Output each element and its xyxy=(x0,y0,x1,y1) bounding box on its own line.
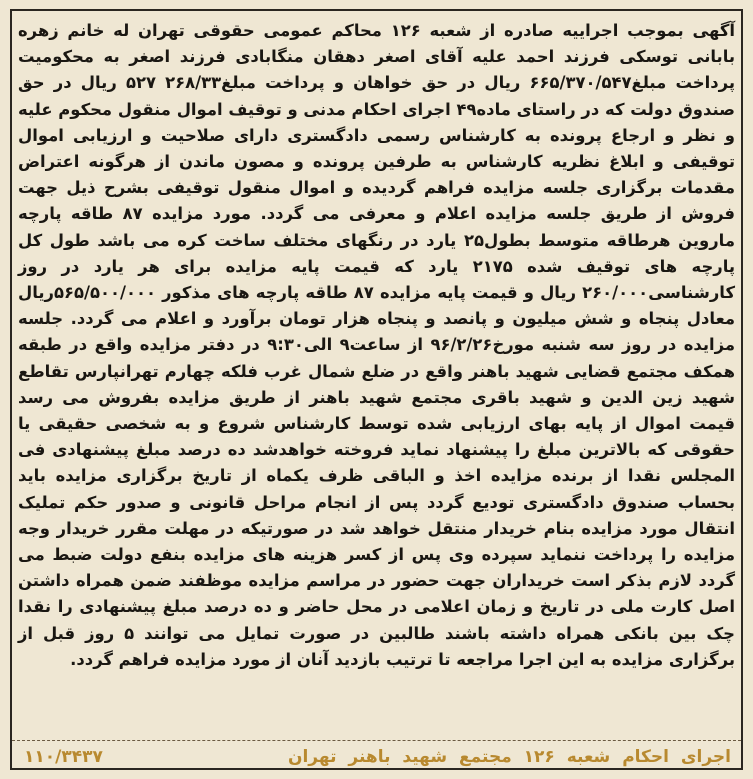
notice-body xyxy=(18,18,735,673)
footer-divider xyxy=(12,740,741,741)
notice-footer xyxy=(24,744,731,770)
issuer-line: اجرای احکام شعبه ۱۲۶ مجتمع شهید باهنر تهران xyxy=(287,747,731,767)
notice-paragraph: آگهی بموجب اجراییه صادره از شعبه ۱۲۶ محاکم عمومی حقوقی تهران له خانم زهره بابانی توسکی فرزند احمد علیه آقای اصغر دهقان منگابادی فرزند اصغر به محکومیت پرداخت مبلغ۶۶۵/۳۷۰/۵۴۷ ریال در حق خواهان و پرداخت مبلغ۲۶۸/۳۳ ۵۲۷ ریال در حق صندوق دولت که در راستای ماده۴۹ اجرای احکام مدنی و توقیف اموال منقول محکوم علیه و نظر و ارجاع پرونده به کارشناس رسمی دادگستری دارای صلاحیت و ارزیابی اموال توقیفی و ابلاغ نظریه کارشناس به طرفین پرونده و مصون ماندن از هرگونه اعتراض مقدمات برگزاری جلسه مزایده فراهم گردیده و اموال منقول توقیفی بشرح ذیل جهت فروش از طریق جلسه مزایده اعلام و معرفی می گردد. مورد مزایده ۸۷ طاقه پارچه ماروین هرطاقه متوسط بطول۲۵ یارد در رنگهای مختلف ساخت کره می باشد طول کل پارچه های توقیف شده ۲۱۷۵ یارد که قیمت پایه مزایده برای هر یارد در روز کارشناسی۲۶۰/۰۰۰ ریال و قیمت پایه مزایده ۸۷ طاقه پارچه های مذکور ۵۶۵/۵۰۰/۰۰۰ریال معادل پنجاه و شش میلیون و پانصد و پنجاه هزار تومان برآورد و اعلام می گردد. جلسه مزایده در روز سه شنبه مورخ۹۶/۲/۲۶ از ساعت۹ الی۹:۳۰ در دفتر مزایده واقع در طبقه همکف مجتمع قضایی شهید باهنر واقع در ضلع شمال غرب فلکه چهارم تهرانپارس تقاطع شهید زین الدین و شهید باقری مجتمع شهید باهنر از طریق مزایده بفروش می رسد قیمت اموال از پایه بهای ارزیابی شده توسط کارشناس شروع و به شخصی حقیقی یا حقوقی که بالاترین مبلغ را پیشنهاد نماید فروخته خواهدشد ده درصد مبلغ پیشنهادی فی المجلس نقدا از برنده مزایده اخذ و الباقی ظرف یکماه از تاریخ برگزاری مزایده باید بحساب صندوق دادگستری تودیع گردد پس از انجام مراحل قانونی و صدور حکم تملیک انتقال مورد مزایده بنام خریدار منتقل خواهد شد در صورتیکه در مهلت مقرر خریدار وجه مزایده را پرداخت ننماید سپرده وی پس از کسر هزینه های مزایده بنفع دولت ضبط می گردد لازم بذکر است خریداران جهت حضور در مراسم مزایده موظفند ضمن همراه داشتن اصل کارت ملی در تاریخ و زمان اعلامی در محل حاضر و ده درصد مبلغ پیشنهادی را نقدا چک بین بانکی همراه داشته باشند طالبین در صورت تمایل می توانند ۵ روز قبل از برگزاری مزایده به این اجرا مراجعه تا ترتیب بازدید آنان از مورد مزایده فراهم گردد. xyxy=(18,21,736,669)
notice-code: ۱۱۰/۳۴۳۷ xyxy=(24,747,103,767)
